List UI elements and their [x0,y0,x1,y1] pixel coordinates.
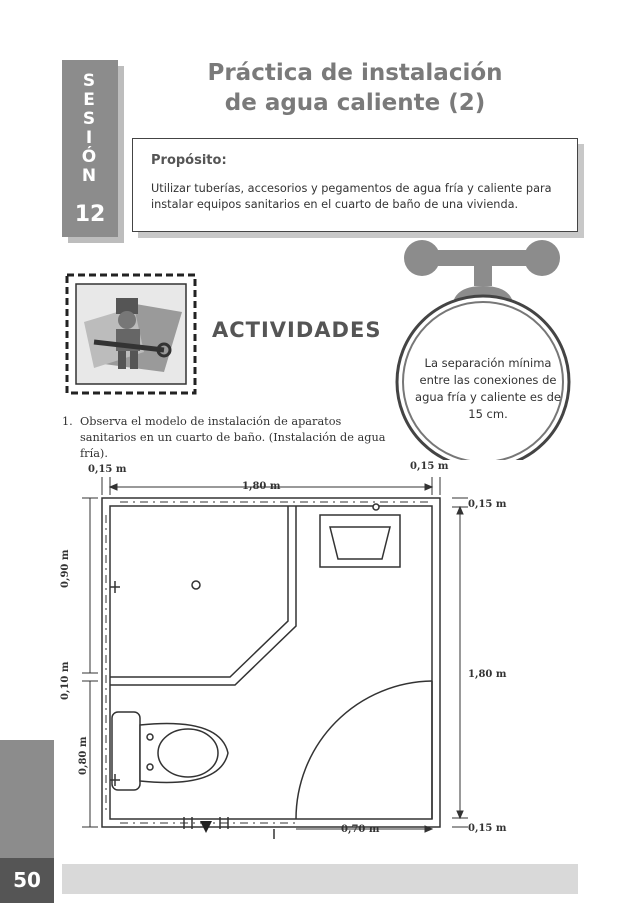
session-number: 12 [74,202,106,227]
page-number: 50 [0,858,54,903]
purpose-label: Propósito: [151,153,227,168]
item-number: 1. [62,415,73,428]
page-bottom-bar [62,864,578,894]
page-title [150,58,560,118]
bathroom-floor-plan [60,455,530,850]
dim-right-bottom: 0,15 m [468,823,507,834]
mirror-note: La separación mínima entre las conexiones de agua fría y caliente es de 15 cm. [415,356,561,421]
dim-right-height: 1,80 m [468,669,507,680]
session-letter: N [81,166,99,186]
session-tab [62,60,118,237]
purpose-text: Utilizar tuberías, accesorios y pegamentos de agua fría y caliente para instalar equipos sanitarios en el cuarto de baño de una vivienda. [151,182,552,211]
dim-left-upper: 0,90 m [60,549,71,588]
dim-left-lower: 0,80 m [78,736,89,775]
item-text: Observa el modelo de instalación de aparatos sanitarios en un cuarto de baño. (Instalación de agua fría). [80,415,386,460]
dim-top-right: 0,15 m [410,461,449,472]
session-letter: Ó [81,147,99,167]
title-line-2: de agua caliente (2) [224,90,486,116]
session-letter: S [82,109,98,129]
title-line-1: Práctica de instalación [207,60,503,86]
session-label [62,72,118,186]
mirror-illustration [392,240,576,460]
dim-left-mid: 0,10 m [60,661,71,700]
session-letter: S [82,71,98,91]
dim-bottom-door: 0,70 m [341,824,380,835]
session-letter: I [85,128,95,148]
dim-top-width: 1,80 m [242,481,281,492]
purpose-box [132,138,578,232]
activities-heading: ACTIVIDADES [212,318,382,342]
session-letter: E [83,90,97,110]
dim-top-left: 0,15 m [88,464,127,475]
stamp-illustration [64,272,198,396]
dim-right-top: 0,15 m [468,499,507,510]
